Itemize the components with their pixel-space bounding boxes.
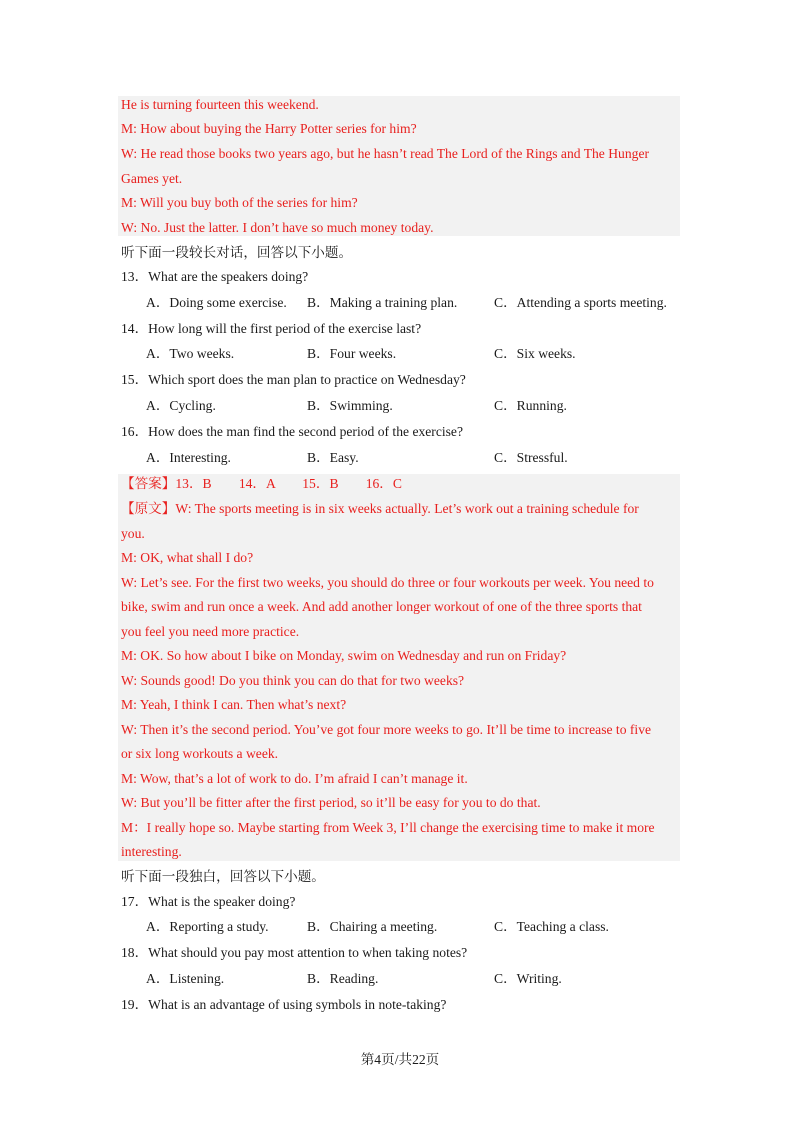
option-c: C．Writing. [494, 971, 562, 986]
question-text: 16．How does the man find the second period of the exercise? [121, 424, 464, 439]
transcript-line: M: Yeah, I think I can. Then what’s next? [121, 697, 347, 712]
transcript-line: M: How about buying the Harry Potter series for him? [121, 121, 417, 136]
transcript-line: W: Let’s see. For the first two weeks, you should do three or four workouts per week. You need to [121, 575, 654, 590]
transcript-line: W: No. Just the latter. I don’t have so much money today. [121, 220, 434, 235]
transcript-line: He is turning fourteen this weekend. [121, 97, 319, 112]
option-b: B．Swimming. [307, 398, 393, 413]
option-a: A．Interesting. [146, 450, 231, 465]
transcript-line: or six long workouts a week. [121, 746, 279, 761]
option-a: A．Two weeks. [146, 346, 235, 361]
option-c: C．Running. [494, 398, 567, 413]
transcript-line: W: But you’ll be fitter after the first period, so it’ll be easy for you to do that. [121, 795, 541, 810]
question-text: 17．What is the speaker doing? [121, 894, 296, 909]
transcript-line: M: Will you buy both of the series for him? [121, 195, 358, 210]
transcript-line: you. [121, 526, 145, 541]
transcript-line: 【原文】W: The sports meeting is in six weeks actually. Let’s work out a training schedule for [121, 501, 639, 516]
question-text: 19．What is an advantage of using symbols in note-taking? [121, 997, 447, 1012]
question-text: 15．Which sport does the man plan to practice on Wednesday? [121, 372, 466, 387]
option-c: C．Six weeks. [494, 346, 576, 361]
transcript-line: W: He read those books two years ago, but he hasn’t read The Lord of the Rings and The Hunger [121, 146, 650, 161]
transcript-line: M: OK, what shall I do? [121, 550, 254, 565]
option-c: C．Stressful. [494, 450, 568, 465]
transcript-highlight [118, 96, 680, 236]
option-b: B．Making a training plan. [307, 295, 458, 310]
option-c: C．Teaching a class. [494, 919, 609, 934]
option-b: B．Reading. [307, 971, 379, 986]
question-text: 13．What are the speakers doing? [121, 269, 309, 284]
transcript-line: W: Then it’s the second period. You’ve got four more weeks to go. It’ll be time to increase to five [121, 722, 652, 737]
transcript-line: M: OK. So how about I bike on Monday, swim on Wednesday and run on Friday? [121, 648, 567, 663]
transcript-line: Games yet. [121, 171, 183, 186]
option-c: C．Attending a sports meeting. [494, 295, 667, 310]
section-heading: 听下面一段较长对话，回答以下小题。 [121, 245, 353, 260]
option-a: A．Cycling. [146, 398, 216, 413]
transcript-line: you feel you need more practice. [121, 624, 300, 639]
transcript-line: M：I really hope so. Maybe starting from Week 3, I’ll change the exercising time to make it more [121, 820, 655, 835]
question-text: 14．How long will the first period of the exercise last? [121, 321, 422, 336]
transcript-line: W: Sounds good! Do you think you can do that for two weeks? [121, 673, 465, 688]
option-b: B．Four weeks. [307, 346, 397, 361]
option-b: B．Easy. [307, 450, 359, 465]
option-a: A．Doing some exercise. [146, 295, 287, 310]
answer-line: 【答案】13．B 14．A 15．B 16．C [121, 476, 402, 491]
option-b: B．Chairing a meeting. [307, 919, 438, 934]
section-heading: 听下面一段独白，回答以下小题。 [121, 869, 325, 884]
transcript-line: bike, swim and run once a week. And add another longer workout of one of the three sports that [121, 599, 642, 614]
page-number: 第4页/共22页 [360, 1052, 440, 1067]
transcript-line: interesting. [121, 844, 182, 859]
option-a: A．Reporting a study. [146, 919, 269, 934]
question-text: 18．What should you pay most attention to when taking notes? [121, 945, 468, 960]
option-a: A．Listening. [146, 971, 225, 986]
transcript-line: M: Wow, that’s a lot of work to do. I’m afraid I can’t manage it. [121, 771, 468, 786]
